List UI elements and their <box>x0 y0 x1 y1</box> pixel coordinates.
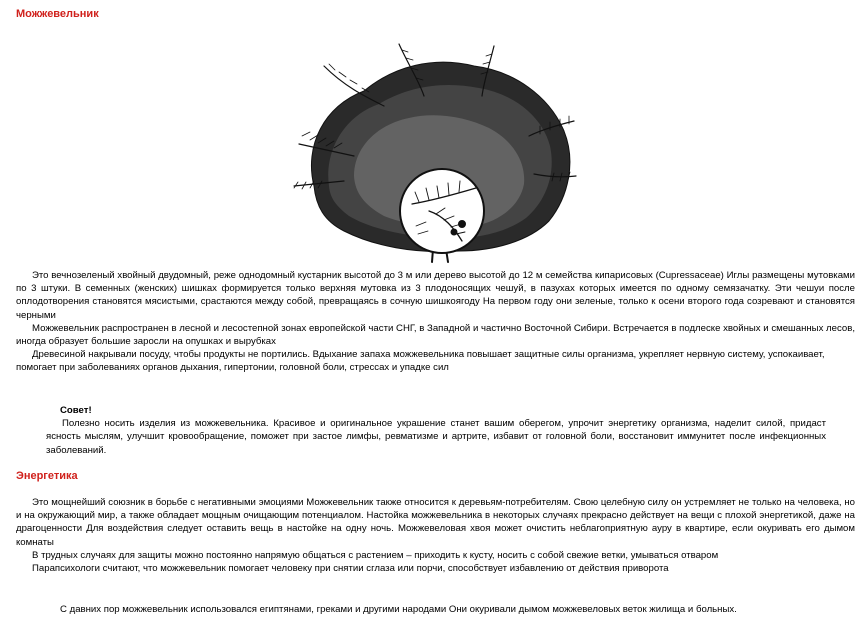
energy-paragraphs <box>16 496 855 575</box>
energy-heading: Энергетика <box>16 470 78 482</box>
energy-paragraph: В трудных случаях для защиты можно постоянно напрямую общаться с растением – приходить к кусту, носить с собой свежие ветки, умываться отваром <box>32 549 719 561</box>
description-paragraph: Древесиной накрывали посуду, чтобы продукты не портились. Вдыхание запаха можжевельника повышает защитные силы организма, укрепляет нервную систему, успокаивает, помогает при заболеваниях органов дыхания, гипертонии, головной боли, стрессах и упадке сил <box>16 349 825 374</box>
description-paragraphs <box>16 269 855 375</box>
energy-paragraph: Парапсихологи считают, что можжевельник помогает человеку при снятии сглаза или порчи, способствует избавлению от действия приворота <box>32 563 669 575</box>
energy-paragraph: Это мощнейший союзник в борьбе с негативными эмоциями Можжевельник также относится к деревьям-потребителям. Свою целебную силу он устремляет не только на человека, но и на окружающий мир, а также обладает мощным очищающим потенциалом. Настойка можжевельника в некоторых случаях прекрасно действует на вещи с плохой энергетикой, даже на драгоценности Для воздействия следует оставить вещь в настойке на одну ночь. Можжевеловая хвоя может очистить неблагоприятную ауру в квартире, если окуривать его дымом комнаты <box>16 497 855 548</box>
tip-text: Полезно носить изделия из можжевельника. Красивое и оригинальное украшение станет вашим оберегом, упрочит энергетику организма, наделит силой, придаст ясность мыслям, улучшит кровообращение, поможет при застое лимфы, ревматизме и артрите, избавит от головной боли, восстановит иммунитет после инфекционных заболеваний. <box>46 418 826 456</box>
description-paragraph: Это вечнозеленый хвойный двудомный, реже однодомный кустарник высотой до 3 м или дерево высотой до 12 м семейства кипарисовых (Cupressaceae) Иглы размещены мутовками по 3 штуки. В семенных (женских) шишках формируется только верхняя мутовка из 3 плодоносящих чешуй, в пазухах которых имеется по одному семязачатку. Эти чешуи после оплодотворения становятся мясистыми, срастаются между собой, превращаясь в сочную шишкоягоду На первом году они зеленые, только к осени второго года созревают и становятся черными <box>16 270 855 321</box>
tip-box <box>46 404 826 457</box>
tip-title: Совет! <box>60 405 92 416</box>
juniper-shrub-illustration <box>284 36 584 264</box>
description-paragraph: Можжевельник распространен в лесной и лесостепной зонах европейской части СНГ, в Западной и частично Восточной Сибири. Встречается в подлеске хвойных и смешанных лесов, иногда образует большие заросли на опушках и вырубках <box>16 322 855 348</box>
closing-paragraph: С давних пор можжевельник использовался египтянами, греками и другими народами Они окуривали дымом можжевеловых веток жилища и больных. <box>60 604 737 615</box>
article-title: Можжевельник <box>16 8 99 20</box>
